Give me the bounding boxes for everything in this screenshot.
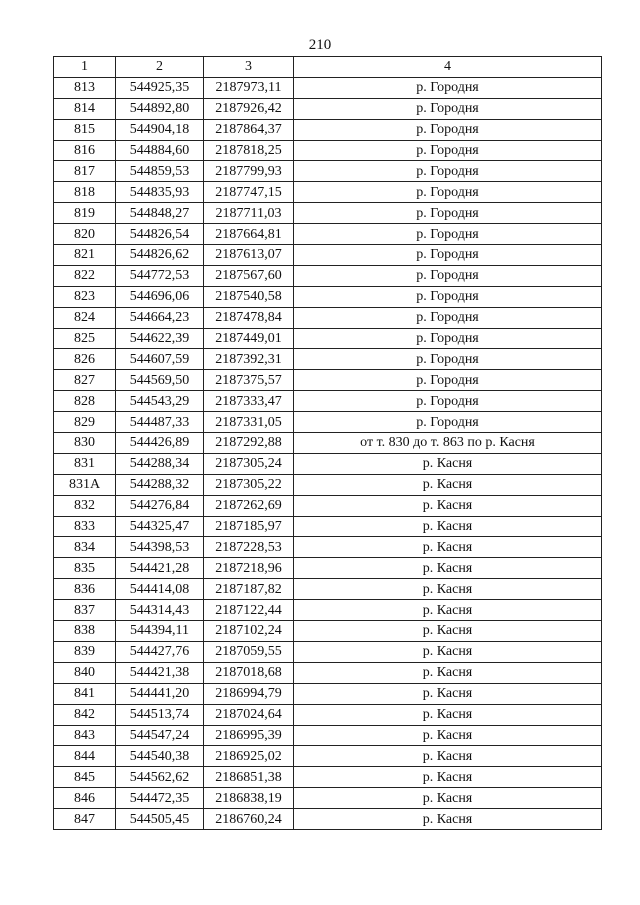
table-row [54, 558, 602, 579]
description-cell: р. Касня [294, 788, 602, 809]
point-number-cell: 847 [54, 809, 116, 830]
x-coordinate-cell: 544288,32 [116, 474, 204, 495]
y-coordinate-cell: 2187305,24 [204, 453, 294, 474]
y-coordinate-cell: 2187449,01 [204, 328, 294, 349]
y-coordinate-cell: 2187664,81 [204, 224, 294, 245]
x-coordinate-cell: 544569,50 [116, 370, 204, 391]
point-number-cell: 838 [54, 621, 116, 642]
point-number-cell: 841 [54, 683, 116, 704]
point-number-cell: 817 [54, 161, 116, 182]
x-coordinate-cell: 544664,23 [116, 307, 204, 328]
description-cell: р. Касня [294, 809, 602, 830]
x-coordinate-cell: 544441,20 [116, 683, 204, 704]
description-cell: р. Городня [294, 349, 602, 370]
description-cell: р. Городня [294, 245, 602, 266]
point-number-cell: 814 [54, 98, 116, 119]
description-cell: р. Городня [294, 77, 602, 98]
point-number-cell: 821 [54, 245, 116, 266]
description-cell: р. Касня [294, 516, 602, 537]
y-coordinate-cell: 2187305,22 [204, 474, 294, 495]
description-cell: р. Городня [294, 265, 602, 286]
description-cell: р. Городня [294, 307, 602, 328]
y-coordinate-cell: 2187711,03 [204, 203, 294, 224]
y-coordinate-cell: 2187059,55 [204, 641, 294, 662]
table-row [54, 77, 602, 98]
table-row [54, 788, 602, 809]
point-number-cell: 843 [54, 725, 116, 746]
x-coordinate-cell: 544414,08 [116, 579, 204, 600]
header-row [54, 57, 602, 78]
description-cell: р. Городня [294, 391, 602, 412]
table-row [54, 98, 602, 119]
point-number-cell: 840 [54, 662, 116, 683]
x-coordinate-cell: 544394,11 [116, 621, 204, 642]
description-cell: р. Городня [294, 161, 602, 182]
point-number-cell: 819 [54, 203, 116, 224]
table-row [54, 683, 602, 704]
point-number-cell: 839 [54, 641, 116, 662]
x-coordinate-cell: 544859,53 [116, 161, 204, 182]
y-coordinate-cell: 2186995,39 [204, 725, 294, 746]
description-cell: р. Касня [294, 453, 602, 474]
description-cell: р. Городня [294, 119, 602, 140]
y-coordinate-cell: 2187864,37 [204, 119, 294, 140]
table-row [54, 495, 602, 516]
table-row [54, 307, 602, 328]
y-coordinate-cell: 2186851,38 [204, 767, 294, 788]
y-coordinate-cell: 2186994,79 [204, 683, 294, 704]
table-row [54, 537, 602, 558]
table-row [54, 203, 602, 224]
x-coordinate-cell: 544487,33 [116, 412, 204, 433]
x-coordinate-cell: 544772,53 [116, 265, 204, 286]
y-coordinate-cell: 2187218,96 [204, 558, 294, 579]
description-cell: р. Касня [294, 537, 602, 558]
x-coordinate-cell: 544421,38 [116, 662, 204, 683]
description-cell: р. Касня [294, 579, 602, 600]
table-body [54, 77, 602, 829]
y-coordinate-cell: 2187973,11 [204, 77, 294, 98]
point-number-cell: 833 [54, 516, 116, 537]
point-number-cell: 823 [54, 286, 116, 307]
y-coordinate-cell: 2187567,60 [204, 265, 294, 286]
table-row [54, 433, 602, 454]
y-coordinate-cell: 2187926,42 [204, 98, 294, 119]
table-row [54, 328, 602, 349]
table-row [54, 662, 602, 683]
x-coordinate-cell: 544325,47 [116, 516, 204, 537]
description-cell: р. Касня [294, 767, 602, 788]
x-coordinate-cell: 544513,74 [116, 704, 204, 725]
point-number-cell: 834 [54, 537, 116, 558]
point-number-cell: 824 [54, 307, 116, 328]
point-number-cell: 827 [54, 370, 116, 391]
table-row [54, 161, 602, 182]
column-header-3: 3 [204, 57, 294, 78]
point-number-cell: 813 [54, 77, 116, 98]
description-cell: р. Городня [294, 328, 602, 349]
x-coordinate-cell: 544314,43 [116, 600, 204, 621]
y-coordinate-cell: 2187540,58 [204, 286, 294, 307]
x-coordinate-cell: 544835,93 [116, 182, 204, 203]
table-row [54, 600, 602, 621]
x-coordinate-cell: 544848,27 [116, 203, 204, 224]
x-coordinate-cell: 544543,29 [116, 391, 204, 412]
table-row [54, 349, 602, 370]
x-coordinate-cell: 544925,35 [116, 77, 204, 98]
table-row [54, 286, 602, 307]
table-row [54, 474, 602, 495]
x-coordinate-cell: 544505,45 [116, 809, 204, 830]
y-coordinate-cell: 2187122,44 [204, 600, 294, 621]
point-number-cell: 826 [54, 349, 116, 370]
description-cell: р. Городня [294, 224, 602, 245]
point-number-cell: 837 [54, 600, 116, 621]
table-row [54, 224, 602, 245]
point-number-cell: 845 [54, 767, 116, 788]
description-cell: р. Касня [294, 600, 602, 621]
y-coordinate-cell: 2187228,53 [204, 537, 294, 558]
point-number-cell: 835 [54, 558, 116, 579]
y-coordinate-cell: 2187102,24 [204, 621, 294, 642]
y-coordinate-cell: 2187375,57 [204, 370, 294, 391]
table-row [54, 265, 602, 286]
description-cell: р. Городня [294, 370, 602, 391]
y-coordinate-cell: 2187331,05 [204, 412, 294, 433]
x-coordinate-cell: 544540,38 [116, 746, 204, 767]
table-row [54, 516, 602, 537]
x-coordinate-cell: 544892,80 [116, 98, 204, 119]
point-number-cell: 818 [54, 182, 116, 203]
point-number-cell: 844 [54, 746, 116, 767]
table-row [54, 453, 602, 474]
y-coordinate-cell: 2187613,07 [204, 245, 294, 266]
x-coordinate-cell: 544547,24 [116, 725, 204, 746]
x-coordinate-cell: 544696,06 [116, 286, 204, 307]
description-cell: р. Касня [294, 683, 602, 704]
description-cell: р. Городня [294, 140, 602, 161]
point-number-cell: 832 [54, 495, 116, 516]
table-row [54, 412, 602, 433]
table-row [54, 746, 602, 767]
table-row [54, 641, 602, 662]
y-coordinate-cell: 2186760,24 [204, 809, 294, 830]
y-coordinate-cell: 2187185,97 [204, 516, 294, 537]
y-coordinate-cell: 2186925,02 [204, 746, 294, 767]
table-row [54, 725, 602, 746]
table-row [54, 391, 602, 412]
y-coordinate-cell: 2187333,47 [204, 391, 294, 412]
description-cell: р. Касня [294, 495, 602, 516]
x-coordinate-cell: 544607,59 [116, 349, 204, 370]
x-coordinate-cell: 544826,54 [116, 224, 204, 245]
point-number-cell: 846 [54, 788, 116, 809]
point-number-cell: 815 [54, 119, 116, 140]
x-coordinate-cell: 544622,39 [116, 328, 204, 349]
table-row [54, 140, 602, 161]
description-cell: р. Городня [294, 412, 602, 433]
x-coordinate-cell: 544421,28 [116, 558, 204, 579]
table-row [54, 579, 602, 600]
y-coordinate-cell: 2187292,88 [204, 433, 294, 454]
point-number-cell: 831 [54, 453, 116, 474]
y-coordinate-cell: 2187018,68 [204, 662, 294, 683]
description-cell: р. Касня [294, 662, 602, 683]
x-coordinate-cell: 544427,76 [116, 641, 204, 662]
description-cell: р. Городня [294, 203, 602, 224]
description-cell: р. Касня [294, 704, 602, 725]
description-cell: от т. 830 до т. 863 по р. Касня [294, 433, 602, 454]
description-cell: р. Городня [294, 98, 602, 119]
point-number-cell: 828 [54, 391, 116, 412]
column-header-2: 2 [116, 57, 204, 78]
point-number-cell: 829 [54, 412, 116, 433]
description-cell: р. Касня [294, 641, 602, 662]
point-number-cell: 842 [54, 704, 116, 725]
table-row [54, 119, 602, 140]
table-header [54, 57, 602, 78]
description-cell: р. Городня [294, 182, 602, 203]
x-coordinate-cell: 544398,53 [116, 537, 204, 558]
table-row [54, 704, 602, 725]
description-cell: р. Касня [294, 746, 602, 767]
y-coordinate-cell: 2186838,19 [204, 788, 294, 809]
x-coordinate-cell: 544826,62 [116, 245, 204, 266]
table-row [54, 767, 602, 788]
description-cell: р. Касня [294, 725, 602, 746]
point-number-cell: 820 [54, 224, 116, 245]
table-row [54, 621, 602, 642]
y-coordinate-cell: 2187478,84 [204, 307, 294, 328]
y-coordinate-cell: 2187262,69 [204, 495, 294, 516]
table-row [54, 370, 602, 391]
point-number-cell: 825 [54, 328, 116, 349]
column-header-4: 4 [294, 57, 602, 78]
x-coordinate-cell: 544276,84 [116, 495, 204, 516]
coordinates-table [53, 56, 602, 830]
point-number-cell: 822 [54, 265, 116, 286]
y-coordinate-cell: 2187818,25 [204, 140, 294, 161]
description-cell: р. Касня [294, 621, 602, 642]
x-coordinate-cell: 544884,60 [116, 140, 204, 161]
point-number-cell: 836 [54, 579, 116, 600]
y-coordinate-cell: 2187187,82 [204, 579, 294, 600]
table-row [54, 182, 602, 203]
y-coordinate-cell: 2187799,93 [204, 161, 294, 182]
description-cell: р. Городня [294, 286, 602, 307]
column-header-1: 1 [54, 57, 116, 78]
table-row [54, 245, 602, 266]
point-number-cell: 830 [54, 433, 116, 454]
y-coordinate-cell: 2187747,15 [204, 182, 294, 203]
table-row [54, 809, 602, 830]
description-cell: р. Касня [294, 474, 602, 495]
y-coordinate-cell: 2187024,64 [204, 704, 294, 725]
x-coordinate-cell: 544904,18 [116, 119, 204, 140]
point-number-cell: 831А [54, 474, 116, 495]
x-coordinate-cell: 544472,35 [116, 788, 204, 809]
y-coordinate-cell: 2187392,31 [204, 349, 294, 370]
x-coordinate-cell: 544426,89 [116, 433, 204, 454]
page-number: 210 [308, 37, 332, 53]
point-number-cell: 816 [54, 140, 116, 161]
x-coordinate-cell: 544288,34 [116, 453, 204, 474]
description-cell: р. Касня [294, 558, 602, 579]
x-coordinate-cell: 544562,62 [116, 767, 204, 788]
